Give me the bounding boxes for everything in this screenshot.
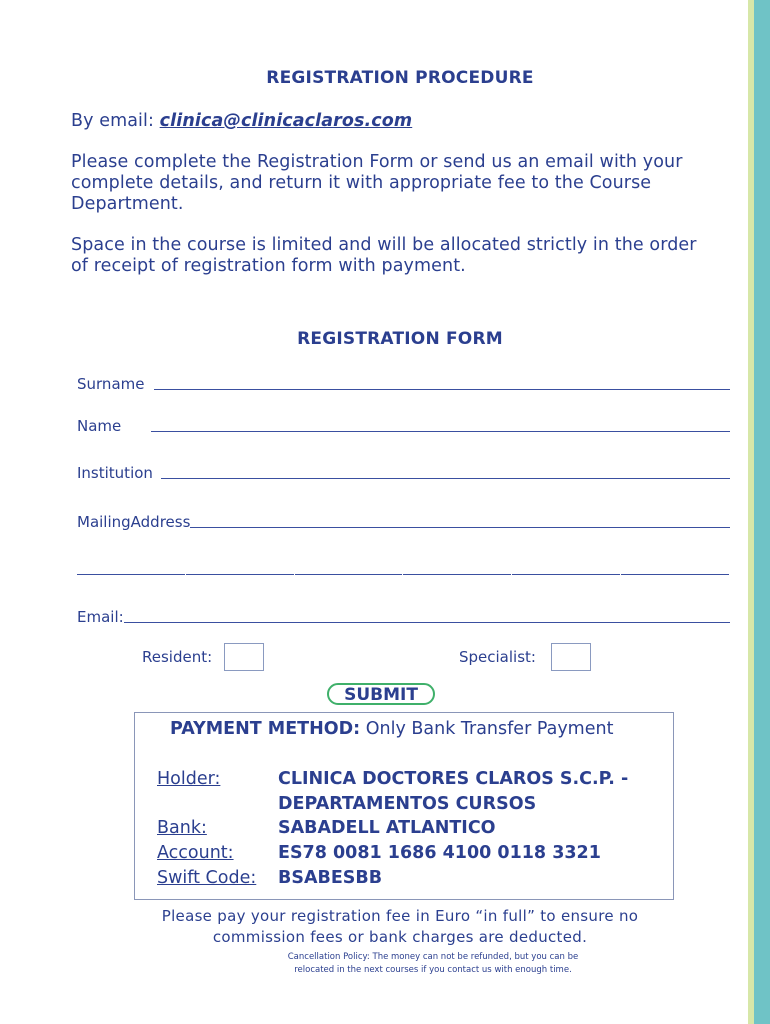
payment-method-box bbox=[134, 712, 674, 900]
holder-value-line1: CLINICA DOCTORES CLAROS S.C.P. - bbox=[278, 769, 629, 789]
institution-field[interactable] bbox=[77, 459, 730, 481]
procedure-title: REGISTRATION PROCEDURE bbox=[266, 68, 534, 88]
fee-note-line1: Please pay your registration fee in Euro “in full” to ensure no bbox=[161, 907, 639, 925]
email-line bbox=[71, 111, 711, 132]
decorative-edge-stripe bbox=[748, 0, 770, 1024]
payment-title-bold: PAYMENT METHOD: bbox=[170, 719, 361, 739]
resident-checkbox[interactable] bbox=[224, 643, 264, 671]
holder-label: Holder: bbox=[157, 769, 221, 789]
cancellation-line2: relocated in the next courses if you contact us with enough time. bbox=[294, 965, 572, 975]
surname-field[interactable] bbox=[77, 370, 730, 392]
mailing-address-input-line[interactable] bbox=[190, 526, 730, 528]
procedure-paragraph-1: Please complete the Registration Form or send us an email with your complete details, and return it with appropriate fee to the Course Department. bbox=[71, 152, 683, 214]
holder-value-line2: DEPARTAMENTOS CURSOS bbox=[278, 794, 537, 814]
fee-note-line2: commission fees or bank charges are deducted. bbox=[212, 928, 588, 946]
mailing-address-second-line[interactable] bbox=[77, 574, 730, 575]
surname-label: Surname bbox=[77, 375, 145, 393]
payment-title bbox=[170, 719, 613, 739]
email-label: By email: bbox=[71, 111, 160, 131]
email-link[interactable]: clinica@clinicaclaros.com bbox=[159, 111, 413, 131]
institution-input-line[interactable] bbox=[161, 477, 730, 479]
email-input-line[interactable] bbox=[124, 621, 730, 623]
payment-title-rest: Only Bank Transfer Payment bbox=[360, 719, 614, 739]
email-field-label: Email: bbox=[77, 608, 124, 626]
swift-label: Swift Code: bbox=[157, 868, 257, 888]
procedure-paragraph-2: Space in the course is limited and will be allocated strictly in the order of receipt of registration form with payment. bbox=[71, 235, 697, 276]
mailing-address-field[interactable] bbox=[77, 508, 730, 530]
form-title: REGISTRATION FORM bbox=[297, 329, 503, 349]
cancellation-policy bbox=[200, 951, 666, 977]
bank-label: Bank: bbox=[157, 818, 207, 838]
specialist-label: Specialist: bbox=[459, 648, 536, 666]
name-field[interactable] bbox=[77, 412, 730, 434]
submit-button[interactable]: SUBMIT bbox=[327, 683, 435, 705]
email-field[interactable] bbox=[77, 603, 730, 625]
account-label: Account: bbox=[157, 843, 234, 863]
account-value: ES78 0081 1686 4100 0118 3321 bbox=[278, 843, 601, 863]
name-label: Name bbox=[77, 417, 122, 435]
institution-label: Institution bbox=[77, 464, 153, 482]
bank-value: SABADELL ATLANTICO bbox=[278, 818, 496, 838]
cancellation-line1: Cancellation Policy: The money can not be refunded, but you can be bbox=[287, 952, 579, 962]
surname-input-line[interactable] bbox=[154, 388, 730, 390]
fee-note bbox=[100, 906, 700, 948]
swift-value: BSABESBB bbox=[278, 868, 383, 888]
mailing-address-label: MailingAddress bbox=[77, 513, 191, 531]
name-input-line[interactable] bbox=[151, 430, 730, 432]
resident-label: Resident: bbox=[142, 648, 213, 666]
specialist-checkbox[interactable] bbox=[551, 643, 591, 671]
